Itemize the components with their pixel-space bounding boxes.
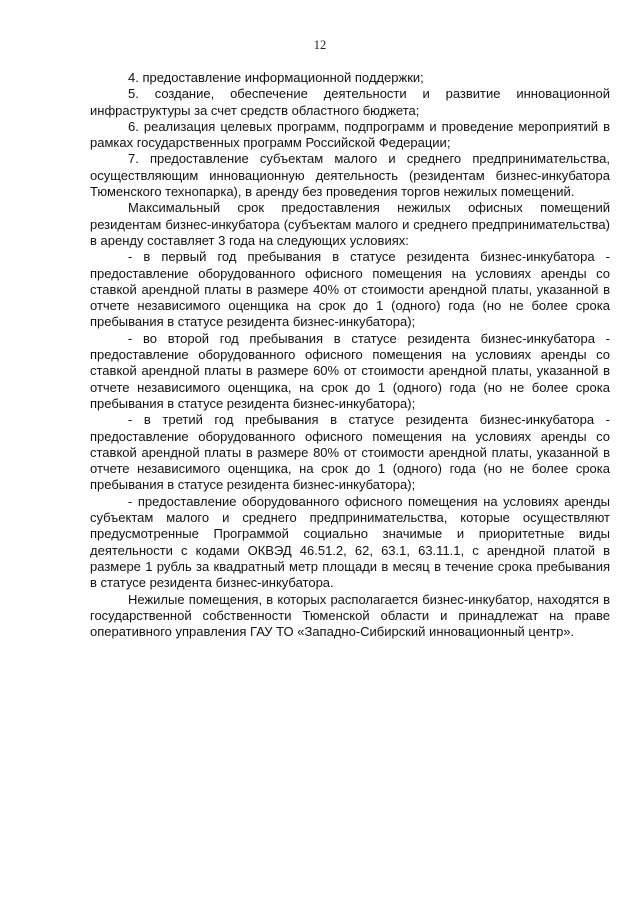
paragraph-premises: Нежилые помещения, в которых располагается бизнес-инкубатор, находятся в государственной собственности Тюменской области и принадлежат на праве оперативного управления ГАУ ТО «Западно-Сибирский инновационный центр». xyxy=(90,591,610,640)
page-number: 12 xyxy=(313,38,327,52)
paragraph-item-6: 6. реализация целевых программ, подпрограмм и проведение мероприятий в рамках государственных программ Российской Федерации; xyxy=(90,118,610,151)
paragraph-item-5: 5. создание, обеспечение деятельности и развитие инновационной инфраструктуры за счет средств областного бюджета; xyxy=(90,86,610,118)
paragraph-social-rent: - предоставление оборудованного офисного помещения на условиях аренды субъектам малого и среднего предпринимательства, которые осуществляют предусмотренные Программой социально значимые и приоритетные виды деятельности с кодами ОКВЭД 46.51.2, 62, 63.1, 63.11.1, с арендной платой в размере 1 рубль за квадратный метр площади в месяц в течение срока пребывания в статусе резидента бизнес-инкубатора. xyxy=(90,493,610,591)
paragraph-item-4: 4. предоставление информационной поддержки; xyxy=(128,70,424,85)
document-body xyxy=(90,70,610,640)
paragraph-item-7: 7. предоставление субъектам малого и среднего предпринимательства, осуществляющим инновационную деятельность (резидентам бизнес-инкубатора Тюменского технопарка), в аренду без проведения торгов нежилых помещений. xyxy=(90,151,610,200)
paragraph-third-year: - в третий год пребывания в статусе резидента бизнес-инкубатора - предоставление оборудованного офисного помещения на условиях аренды со ставкой арендной платы в размере 80% от стоимости арендной платы, указанной в отчете независимого оценщика, на срок до 1 (одного) года (но не более срока пребывания в статусе резидента бизнес-инкубатора); xyxy=(90,412,610,493)
paragraph-second-year: - во второй год пребывания в статусе резидента бизнес-инкубатора - предоставление оборудованного офисного помещения на условиях аренды со ставкой арендной платы в размере 60% от стоимости арендной платы, указанной в отчете независимого оценщика, на срок до 1 (одного) года (но не более срока пребывания в статусе резидента бизнес-инкубатора); xyxy=(90,330,610,411)
paragraph-first-year: - в первый год пребывания в статусе резидента бизнес-инкубатора - предоставление оборудованного офисного помещения на условиях аренды со ставкой арендной платы в размере 40% от стоимости арендной платы, указанной в отчете независимого оценщика на срок до 1 (одного) года (но не более срока пребывания в статусе резидента бизнес-инкубатора); xyxy=(90,249,610,330)
paragraph-max-term: Максимальный срок предоставления нежилых офисных помещений резидентам бизнес-инкубатора (субъектам малого и среднего предпринимательства) в аренду составляет 3 года на следующих условиях: xyxy=(90,200,610,248)
